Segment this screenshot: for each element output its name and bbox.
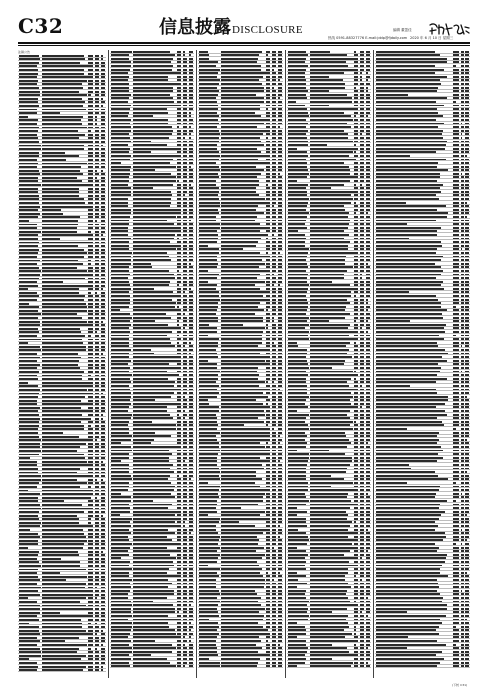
page-footer-note: (下转 C31) [452,683,468,687]
page-number: C32 [18,14,64,38]
masthead [0,0,484,46]
notice-row [198,665,283,669]
notice-row [18,669,106,673]
column-divider [373,50,374,678]
header-rule-thin [18,45,470,46]
column-divider [108,50,109,678]
notice-column [110,50,194,678]
notice-column [198,50,283,678]
newspaper-logo [428,22,470,36]
notice-column [287,50,371,678]
column-heading: 注销公告 [18,50,31,54]
notice-column [18,50,106,678]
header-rule [18,42,470,44]
notice-row [110,665,194,669]
section-title-en: DISCLOSURE [232,24,303,36]
editor-line: 编辑 董盈佳 [393,28,412,32]
section-title [159,18,303,40]
column-divider [285,50,286,678]
hotline-line: 热线 0591-88327776 E-mail:jddp@fjdaily.com [328,36,408,40]
notice-row [287,665,371,669]
section-title-cn: 信息披露 [159,17,231,38]
date-line: 2020 年 6 月 10 日 星期三 [410,36,454,40]
notice-row [375,665,470,669]
disclosure-body [18,50,470,678]
column-divider [196,50,197,678]
notice-column [375,50,470,678]
